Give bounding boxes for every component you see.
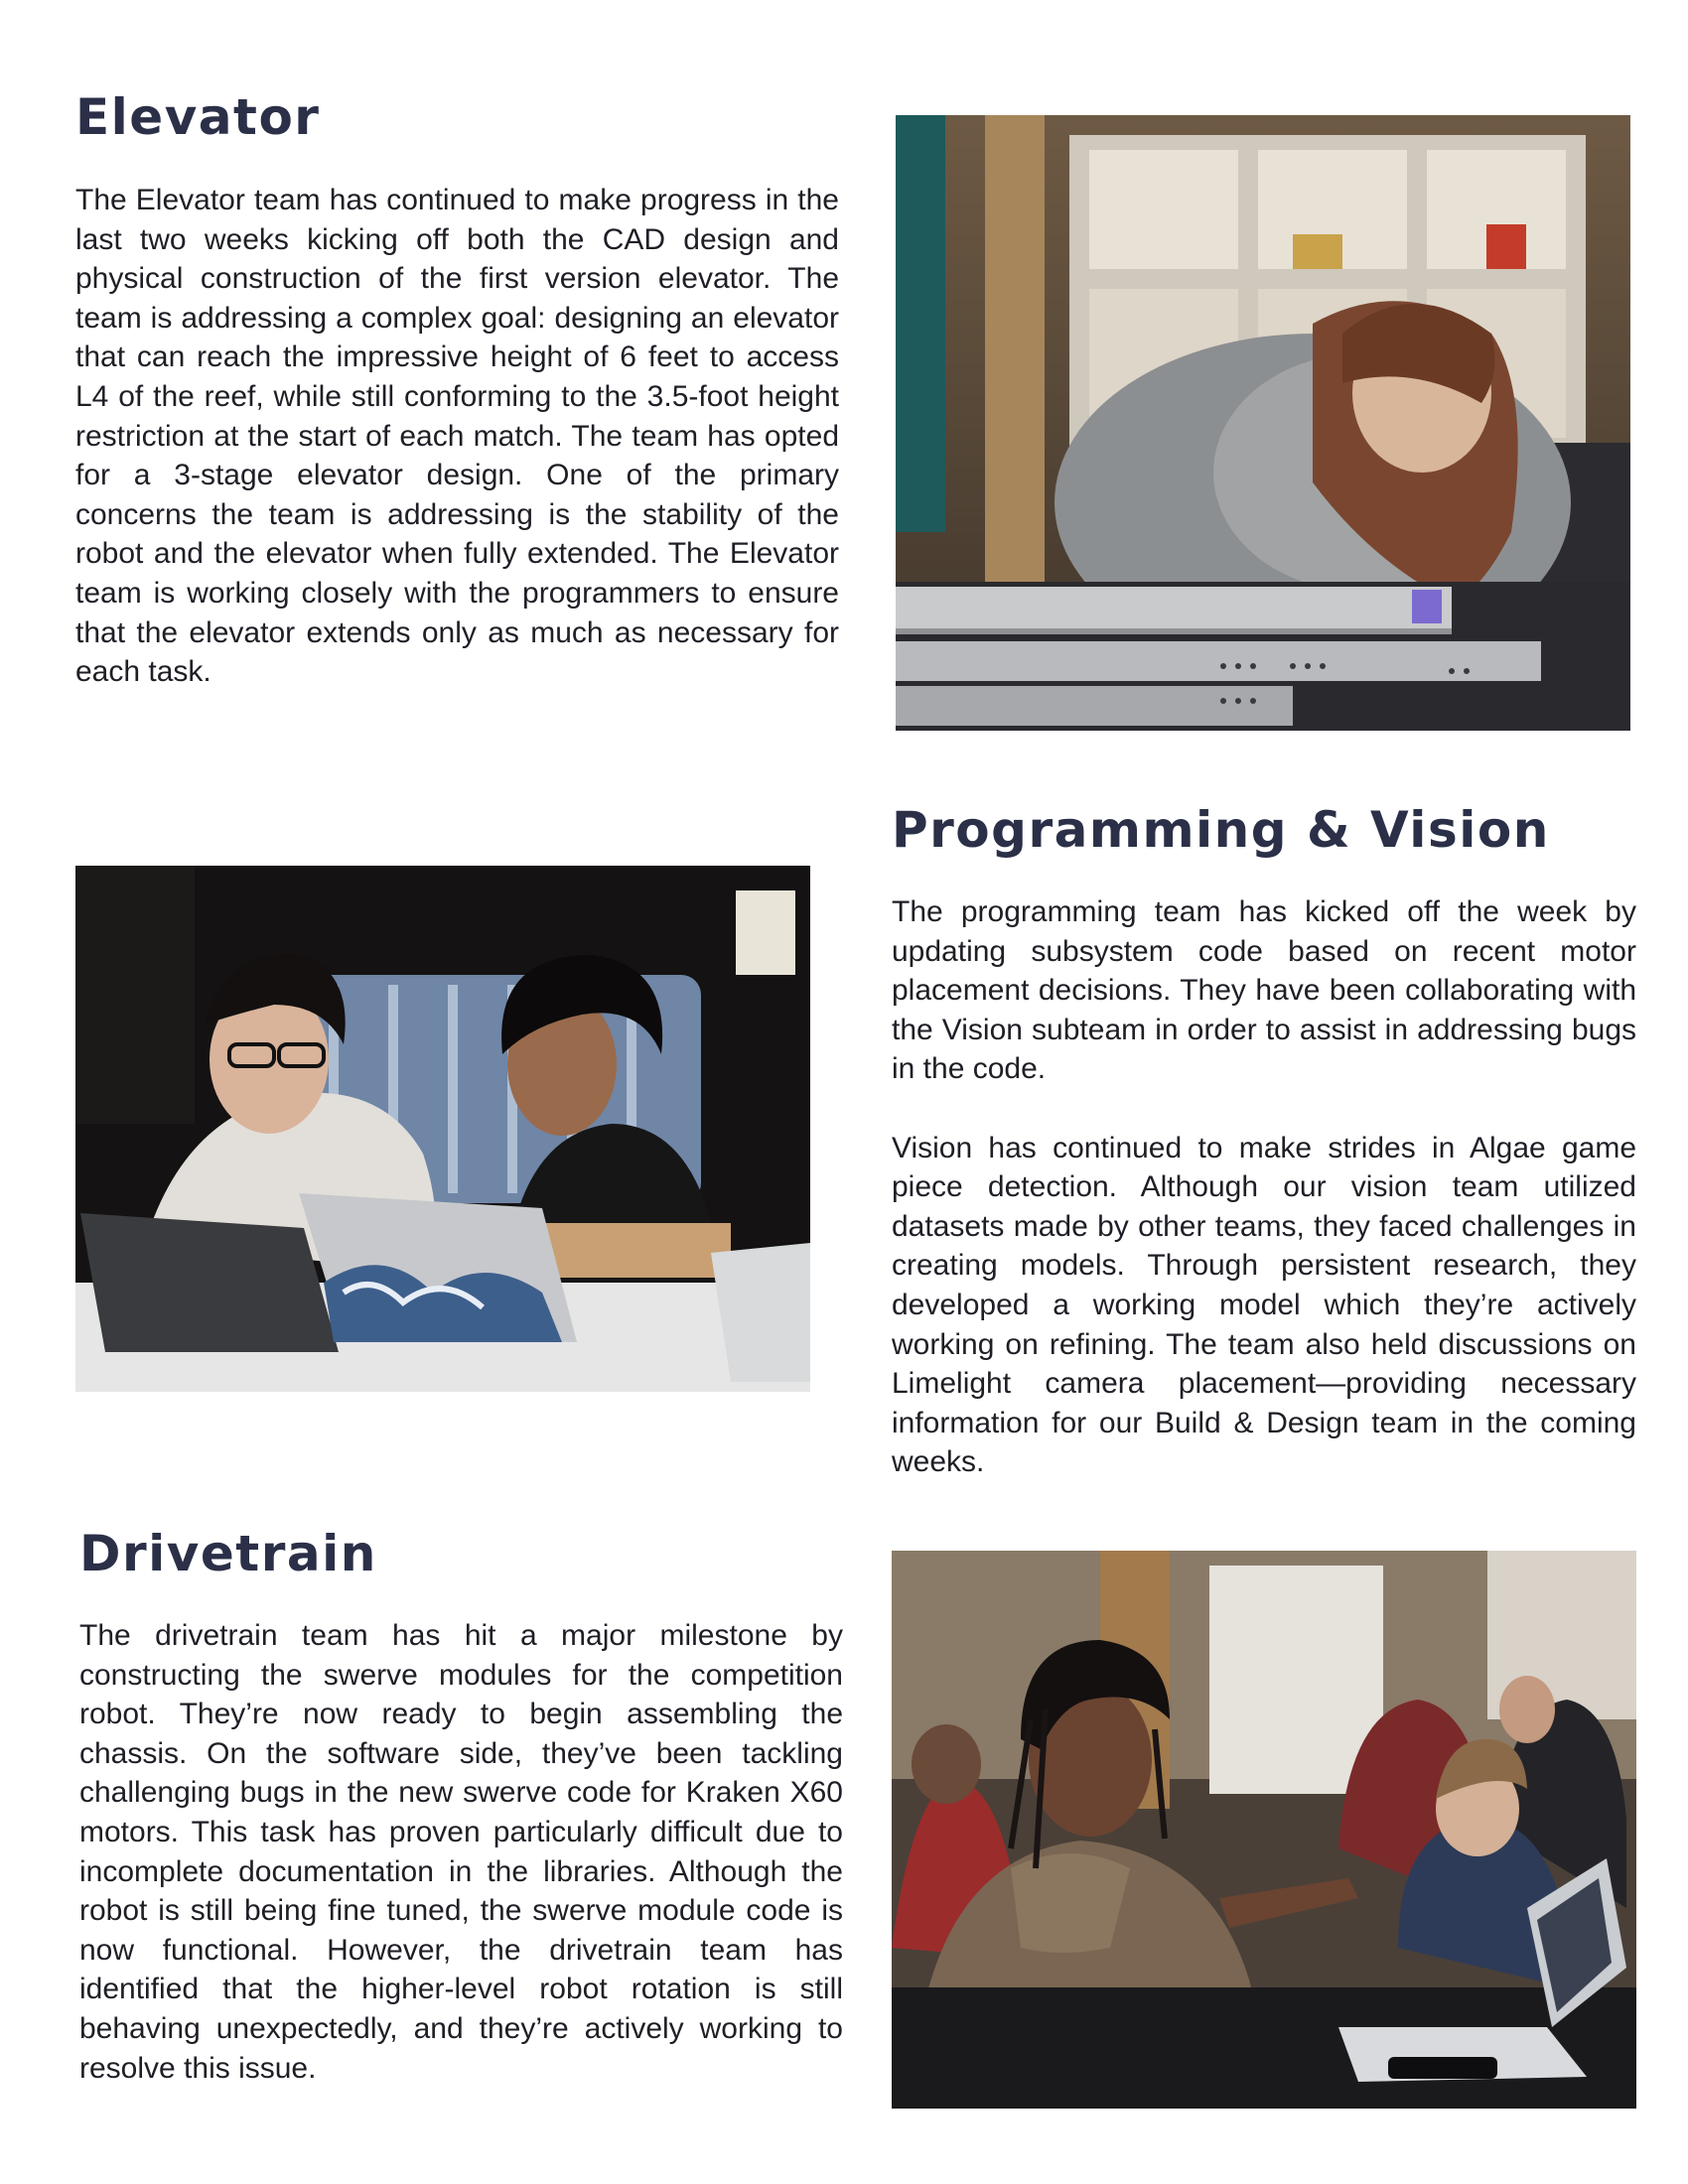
programming-paragraph: The programming team has kicked off the week by updating subsystem code based on recent motor placement decisions. They have been collaborating with the Vision subteam in order to assist in addressing bugs in the code. [892,895,1636,1086]
drivetrain-body [79,1616,843,2088]
drivetrain-paragraph: The drivetrain team has hit a major milestone by constructing the swerve modules for the competition robot. They’re now ready to begin assembling the chassis. On the software side, they’ve been tackling challenging bugs in the new swerve code for Kraken X60 motors. This task has proven particularly difficult due to incomplete documentation in the libraries. Although the robot is still being fine tuned, the swerve module code is now functional. However, the drivetrain team has identified that the higher-level robot rotation is still behaving unexpectedly, and they’re actively working to resolve this issue. [79,1619,843,2085]
drivetrain-photo [892,1551,1636,2109]
elevator-heading: Elevator [75,88,321,146]
programming-vision-photo [75,866,810,1392]
programming-vision-body [892,892,1636,1482]
vision-paragraph: Vision has continued to make strides in Algae game piece detection. Although our vision team utilized datasets made by other teams, they faced challenges in creating models. Through persistent research, they developed a working model which they’re actively working on refining. The team also held discussions on Limelight camera placement—providing necessary information for our Build & Design team in the coming weeks. [892,1131,1636,1479]
elevator-photo [896,115,1630,731]
elevator-body [75,181,839,692]
drivetrain-heading: Drivetrain [79,1525,377,1582]
programming-vision-heading: Programming & Vision [892,801,1550,859]
elevator-paragraph: The Elevator team has continued to make progress in the last two weeks kicking off both the CAD design and physical construction of the first version elevator. The team is addressing a complex goal: designing an elevator that can reach the impressive height of 6 feet to access L4 of the reef, while still conforming to the 3.5-foot height restriction at the start of each match. The team has opted for a 3-stage elevator design. One of the primary concerns the team is addressing is the stability of the robot and the elevator when fully extended. The Elevator team is working closely with the programmers to ensure that the elevator extends only as much as necessary for each task. [75,184,839,689]
